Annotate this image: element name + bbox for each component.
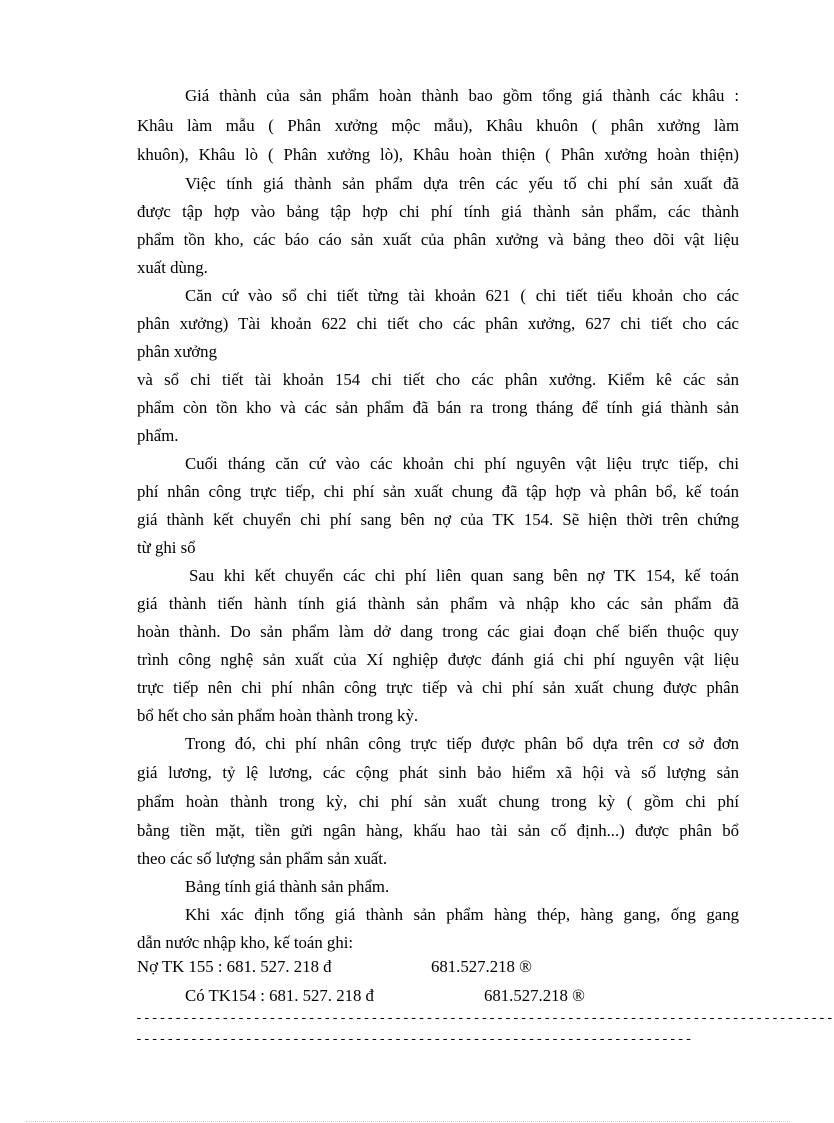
debit-entry-amount: 681.527.218 ®: [431, 957, 532, 976]
paragraph-line: phẩm hoàn thành trong kỳ, chi phí sản xuất chung trong kỳ ( gồm chi phí: [137, 792, 739, 811]
paragraph-line: phẩm còn tồn kho và các sản phẩm đã bán ra trong tháng để tính giá thành sản: [137, 398, 739, 417]
paragraph-line: phẩm.: [137, 426, 179, 445]
paragraph-line: phân xưởng: [137, 342, 217, 361]
separator-line: -----------------------------------------------------------------------------------------: [135, 1011, 834, 1026]
paragraph-line: Cuối tháng căn cứ vào các khoản chi phí nguyên vật liệu trực tiếp, chi: [185, 454, 739, 473]
paragraph-line: phẩm tồn kho, các báo cáo sản xuất của phân xưởng và bảng theo dõi vật liệu: [137, 230, 739, 249]
paragraph-line: Căn cứ vào sổ chi tiết từng tài khoản 621 ( chi tiết tiểu khoản cho các: [185, 286, 739, 305]
paragraph-line: Sau khi kết chuyển các chi phí liên quan sang bên nợ TK 154, kế toán: [189, 566, 739, 585]
paragraph-line: từ ghi sổ: [137, 538, 196, 557]
paragraph-line: giá thành kết chuyển chi phí sang bên nợ của TK 154. Sẽ hiện thời trên chứng: [137, 510, 739, 529]
paragraph-line: theo các số lượng sản phẩm sản xuất.: [137, 849, 388, 868]
paragraph-line: được tập hợp vào bảng tập hợp chi phí tính giá thành sản phẩm, các thành: [137, 202, 739, 221]
debit-entry-label: Nợ TK 155 : 681. 527. 218 đ: [137, 957, 332, 976]
paragraph-line: bằng tiền mặt, tiền gửi ngân hàng, khấu hao tài sản cố định...) được phân bổ: [137, 821, 739, 840]
paragraph-line: trình công nghệ sản xuất của Xí nghiệp được đánh giá chi phí nguyên vật liệu: [137, 650, 739, 669]
paragraph-line: Việc tính giá thành sản phẩm dựa trên các yếu tố chi phí sản xuất đã: [185, 174, 739, 193]
paragraph-line: trực tiếp nên chi phí nhân công trực tiếp và chi phí sản xuất chung được phân: [137, 678, 739, 697]
paragraph-line: Trong đó, chi phí nhân công trực tiếp được phân bổ dựa trên cơ sở đơn: [185, 734, 739, 753]
paragraph-line: phân xưởng) Tài khoản 622 chi tiết cho các phân xưởng, 627 chi tiết cho các: [137, 314, 739, 333]
paragraph-line: giá lương, tỷ lệ lương, các cộng phát sinh bảo hiểm xã hội và số lượng sản: [137, 763, 739, 782]
paragraph-line: Khâu làm mẫu ( Phân xưởng mộc mẫu), Khâu khuôn ( phân xưởng làm: [137, 116, 739, 135]
paragraph-line: xuất dùng.: [137, 258, 208, 277]
paragraph-line: Khi xác định tổng giá thành sản phẩm hàng thép, hàng gang, ống gang: [185, 905, 739, 924]
credit-entry-label: Có TK154 : 681. 527. 218 đ: [185, 986, 374, 1005]
paragraph-line: bổ hết cho sản phẩm hoàn thành trong kỳ.: [137, 706, 419, 725]
paragraph-line: hoàn thành. Do sản phẩm làm dở dang trong các giai đoạn chế biến thuộc quy: [137, 622, 739, 641]
paragraph-line: giá thành tiến hành tính giá thành sản phẩm và nhập kho các sản phẩm đã: [137, 594, 739, 613]
paragraph-line: Bảng tính giá thành sản phẩm.: [185, 877, 390, 896]
paragraph-line: phí nhân công trực tiếp, chi phí sản xuất chung đã tập hợp và phân bổ, kế toán: [137, 482, 739, 501]
credit-entry-amount: 681.527.218 ®: [484, 986, 585, 1005]
paragraph-line: và sổ chi tiết tài khoản 154 chi tiết cho các phân xưởng. Kiểm kê các sản: [137, 370, 739, 389]
page-bottom-rule: [26, 1121, 790, 1122]
paragraph-line: Giá thành của sản phẩm hoàn thành bao gồm tổng giá thành các khâu :: [185, 86, 739, 105]
paragraph-line: dẫn nước nhập kho, kế toán ghi:: [137, 933, 354, 952]
paragraph-line: khuôn), Khâu lò ( Phân xưởng lò), Khâu hoàn thiện ( Phân xưởng hoàn thiện): [137, 145, 739, 164]
separator-line: -----------------------------------------------------------------------: [135, 1032, 693, 1047]
